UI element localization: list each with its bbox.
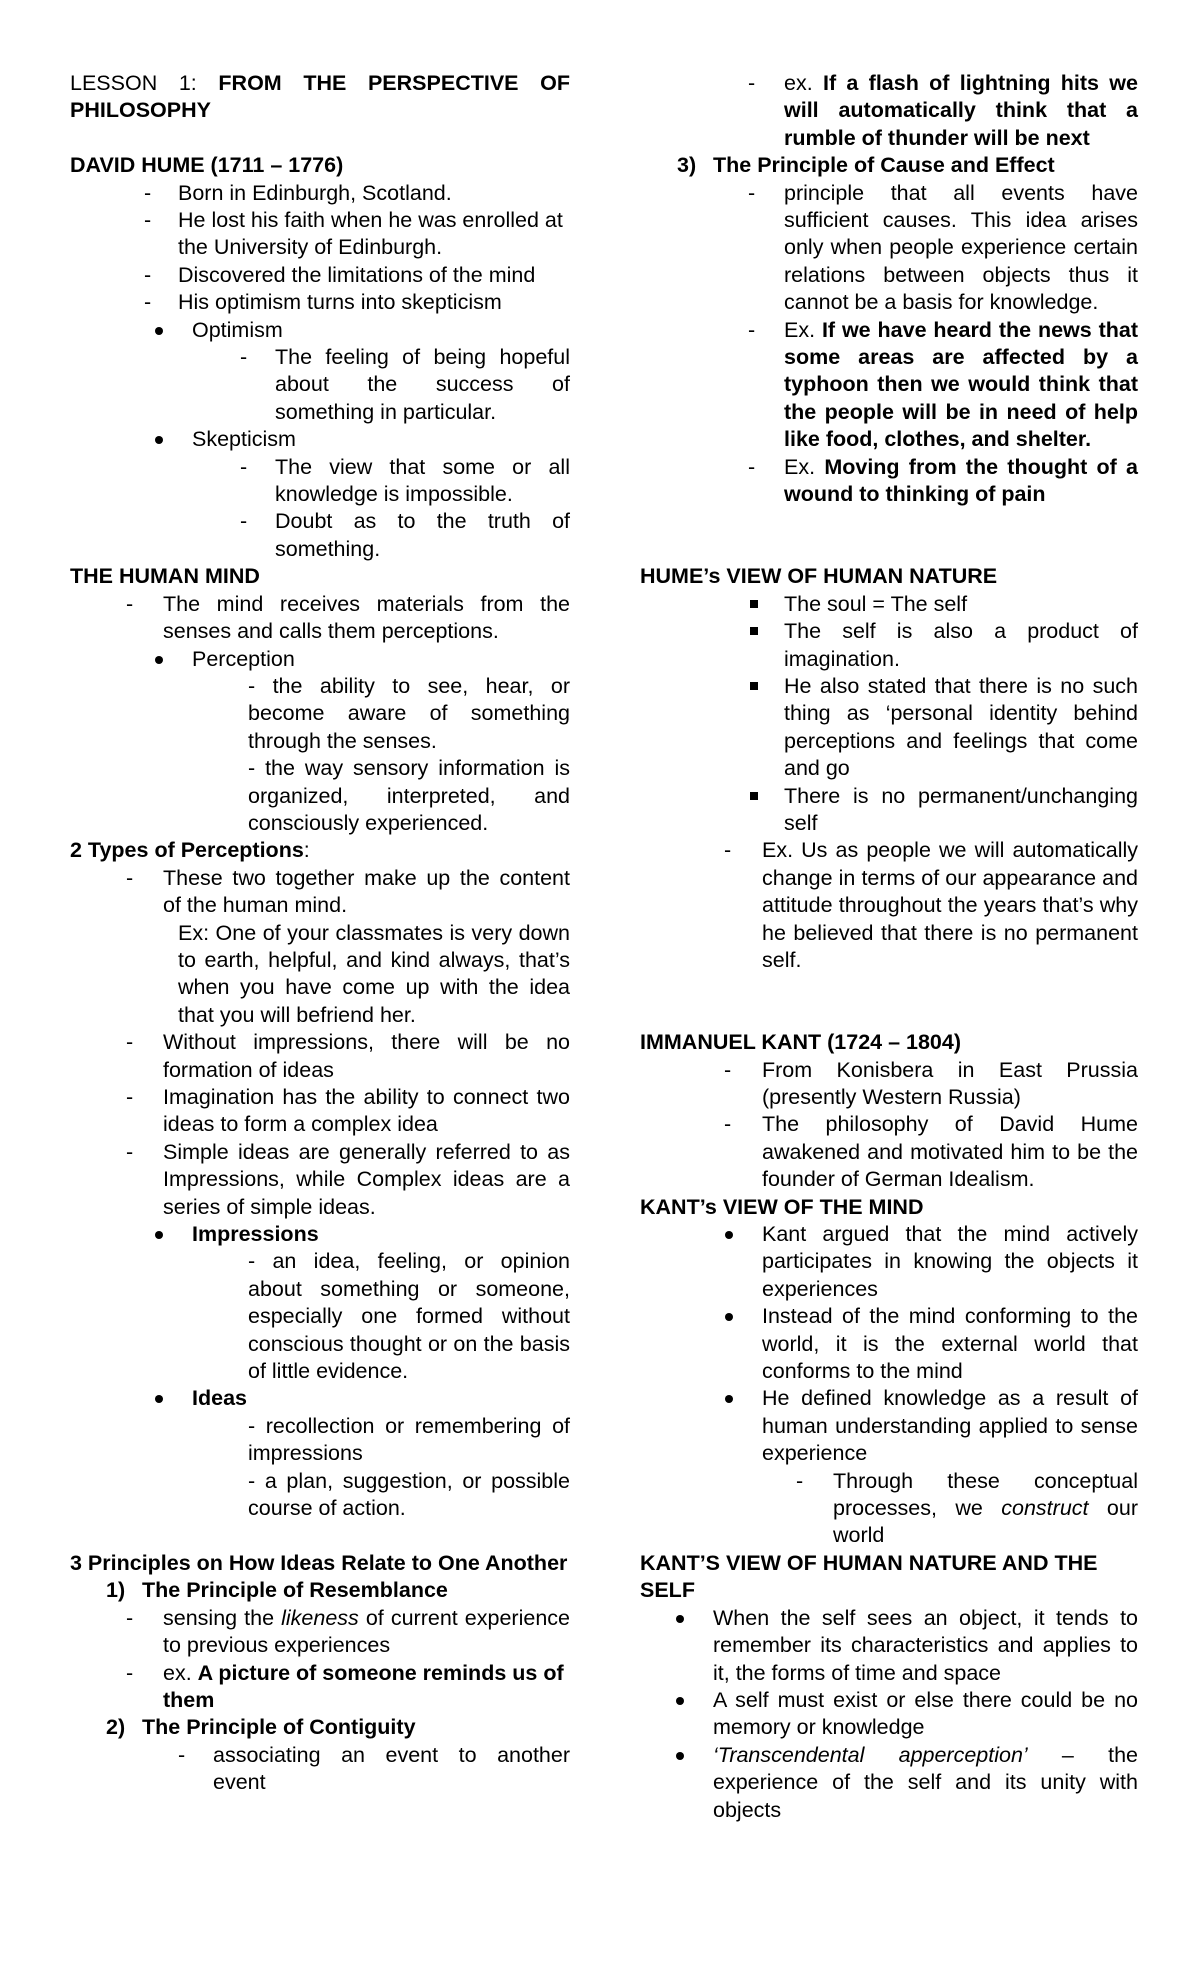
lesson-title: LESSON 1: FROM THE PERSPECTIVE OF PHILOSOPHY: [70, 71, 570, 123]
list-item: - principle that all events have sufficient causes. This idea arises only when people experience certain relations between objects thus it cannot be a basis for knowledge.: [748, 180, 1138, 315]
bullet-icon: [725, 1313, 733, 1321]
ideas-def: - a plan, suggestion, or possible course of action.: [248, 1468, 570, 1521]
impressions-def: - an idea, feeling, or opinion about something or someone, especially one formed without conscious thought or on the basis of little evidence.: [248, 1249, 570, 1384]
bullet-icon: [155, 327, 163, 335]
hume-nature-heading: HUME’s VIEW OF HUMAN NATURE: [640, 564, 998, 589]
list-item: - Without impressions, there will be no formation of ideas: [126, 1030, 570, 1082]
perception-def: - the way sensory information is organized, interpreted, and consciously experienced.: [248, 756, 570, 835]
list-item: - The view that some or all knowledge is impossible.: [240, 454, 570, 507]
right-column: [640, 70, 1138, 1824]
list-item: - Born in Edinburgh, Scotland.: [144, 180, 452, 205]
list-item: The soul = The self: [640, 591, 1138, 618]
human-mind-heading: THE HUMAN MIND: [70, 564, 260, 589]
list-item: - Discovered the limitations of the mind: [144, 262, 536, 287]
kant-heading: IMMANUEL KANT (1724 – 1804): [640, 1030, 961, 1055]
bullet-icon: [155, 656, 163, 664]
list-item: Kant argued that the mind actively participates in knowing the objects it experiences: [640, 1221, 1138, 1303]
kant-mind-heading: KANT’s VIEW OF THE MIND: [640, 1194, 924, 1219]
list-item: - His optimism turns into skepticism: [144, 290, 502, 315]
principle-title: 2) The Principle of Contiguity: [106, 1715, 416, 1740]
list-item: - The philosophy of David Hume awakened and motivated him to be the founder of German Idealism.: [724, 1112, 1138, 1192]
principles-heading: 3 Principles on How Ideas Relate to One Another: [70, 1550, 568, 1575]
list-item: - He lost his faith when he was enrolled at the University of Edinburgh.: [144, 208, 563, 260]
list-item: - These two together make up the content of the human mind.: [126, 865, 570, 918]
list-item: - sensing the likeness of current experience to previous experiences: [126, 1605, 570, 1658]
list-item: When the self sees an object, it tends to remember its characteristics and applies to it, the forms of time and space: [640, 1605, 1138, 1687]
list-item: - Doubt as to the truth of something.: [240, 509, 570, 561]
bullet-icon: [676, 1752, 684, 1760]
principle-title: 3) The Principle of Cause and Effect: [677, 153, 1055, 178]
list-item: The self is also a product of imagination.: [640, 618, 1138, 673]
list-item: Impressions: [70, 1221, 570, 1248]
list-item: - Through these conceptual processes, we construct our world: [796, 1468, 1138, 1548]
list-item: Skepticism: [70, 426, 570, 453]
list-item: - Simple ideas are generally referred to as Impressions, while Complex ideas are a series of simple ideas.: [126, 1139, 570, 1219]
list-item: - ex. If a flash of lightning hits we will automatically think that a rumble of thunder will be next: [748, 71, 1138, 150]
square-bullet-icon: [750, 792, 758, 800]
list-item: Perception: [70, 646, 570, 673]
list-item: He also stated that there is no such thing as ‘personal identity behind perceptions and feelings that come and go: [640, 673, 1138, 783]
principle-title: 1) The Principle of Resemblance: [106, 1578, 448, 1603]
left-column: [70, 70, 570, 1797]
bullet-icon: [155, 436, 163, 444]
bullet-icon: [676, 1615, 684, 1623]
perception-def: - the ability to see, hear, or become aware of something through the senses.: [248, 673, 570, 753]
list-item: - Ex. Us as people we will automatically change in terms of our appearance and attitude throughout the years that’s why he believed that there is no permanent self.: [724, 838, 1138, 972]
list-item: - Ex. If we have heard the news that some areas are affected by a typhoon then we would think that the people will be in need of help like food, clothes, and shelter.: [748, 317, 1139, 452]
list-item: - From Konisbera in East Prussia (presently Western Russia): [724, 1057, 1138, 1109]
types-heading: 2 Types of Perceptions:: [70, 838, 310, 863]
list-item: - The feeling of being hopeful about the success of something in particular.: [240, 345, 570, 424]
list-item: - Ex. Moving from the thought of a wound to thinking of pain: [748, 454, 1138, 507]
list-item: Instead of the mind conforming to the world, it is the external world that conforms to the mind: [640, 1303, 1138, 1385]
bullet-icon: [155, 1395, 163, 1403]
bullet-icon: [725, 1231, 733, 1239]
kant-nature-heading: KANT’S VIEW OF HUMAN NATURE AND THE SELF: [640, 1550, 1098, 1603]
square-bullet-icon: [750, 682, 758, 690]
list-item: - Imagination has the ability to connect two ideas to form a complex idea: [126, 1085, 570, 1137]
list-item: A self must exist or else there could be no memory or knowledge: [640, 1687, 1138, 1742]
list-item: There is no permanent/unchanging self: [640, 783, 1138, 838]
square-bullet-icon: [750, 627, 758, 635]
list-item: - associating an event to another event: [178, 1742, 570, 1795]
list-item: Optimism: [70, 317, 570, 344]
bullet-icon: [155, 1231, 163, 1239]
list-item: Ideas: [70, 1385, 570, 1412]
types-example: Ex: One of your classmates is very down to earth, helpful, and kind always, that’s when you have come up with the idea that you will befriend her.: [178, 920, 570, 1027]
bullet-icon: [676, 1697, 684, 1705]
hume-heading: DAVID HUME (1711 – 1776): [70, 153, 344, 178]
ideas-def: - recollection or remembering of impressions: [248, 1413, 570, 1466]
square-bullet-icon: [750, 600, 758, 608]
list-item: - The mind receives materials from the senses and calls them perceptions.: [126, 591, 570, 644]
list-item: ‘Transcendental apperception’ – the experience of the self and its unity with objects: [640, 1742, 1138, 1824]
list-item: - ex. A picture of someone reminds us of them: [126, 1660, 564, 1712]
list-item: He defined knowledge as a result of human understanding applied to sense experience: [640, 1385, 1138, 1467]
bullet-icon: [725, 1395, 733, 1403]
